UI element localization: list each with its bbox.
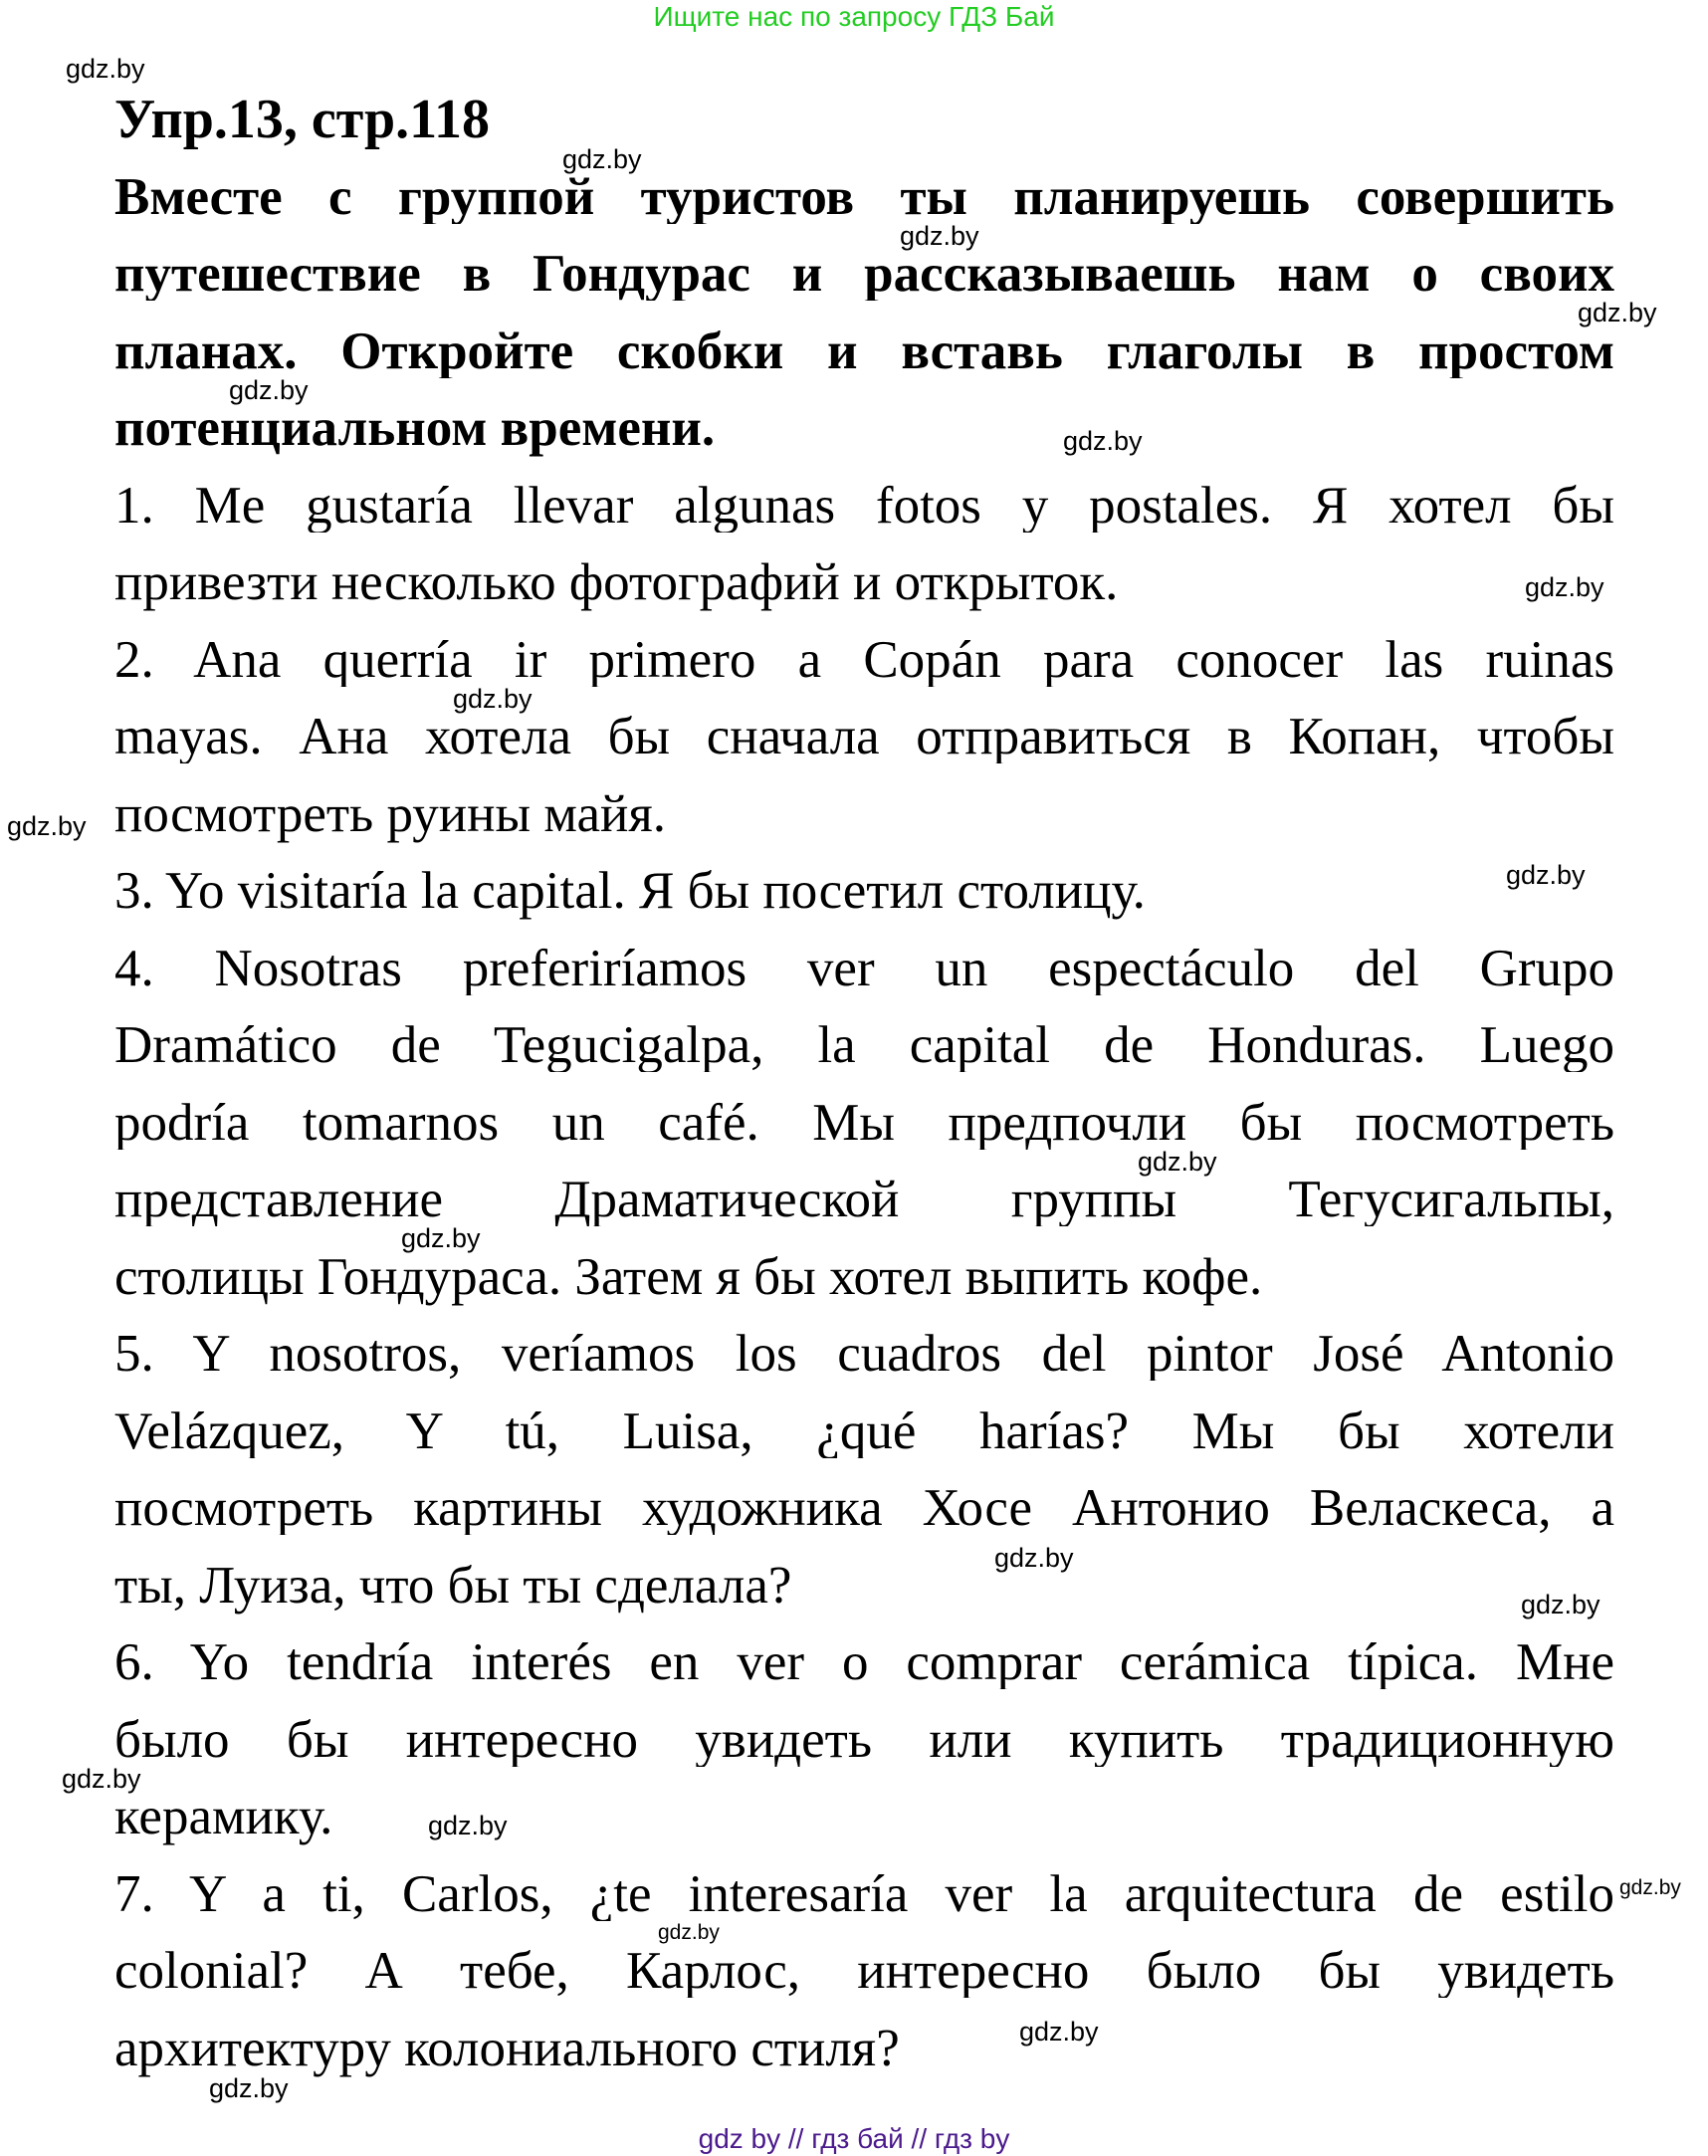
watermark: gdz.by [229,374,309,405]
task-instruction [114,158,1614,458]
answer-item-1 [114,467,1614,612]
answer-item-7 [114,1855,1614,2075]
answer-line: 2. Ana querría ir primero a Copán para conocer las ruinas [114,630,1614,687]
watermark: gdz.by [1521,1590,1601,1619]
watermark: gdz.by [1578,298,1657,327]
answer-line: colonial? А тебе, Карлос, интересно было бы увидеть [114,1942,1614,1999]
watermark: gdz.by [1525,572,1604,602]
answer-item-5 [114,1316,1614,1619]
answer-line: было бы интересно увидеть или купить традиционную [114,1710,1614,1767]
watermark: gdz.by [428,1811,508,1840]
answer-line: 5. Y nosotros, veríamos los cuadros del pintor José Antonio [114,1325,1614,1382]
footer-links: gdz by // гдз бай // гдз by [698,2123,1010,2154]
watermark: gdz.by [900,220,979,251]
task-line: Вместе с группой туристов ты планируешь совершить [114,167,1614,224]
answer-line: представление Драматической группы Тегусигальпы, [114,1171,1614,1227]
answer-line: архитектуру колониального стиля? [114,2019,900,2077]
answer-item-6 [114,1624,1614,1844]
answer-line: посмотреть картины художника Хосе Антонио Веласкеса, а [114,1479,1614,1536]
watermark: gdz.by [562,144,642,174]
answer-line: привезти несколько фотографий и открыток. [114,553,1119,612]
answer-line: Velázquez, Y tú, Luisa, ¿qué harías? Мы бы хотели [114,1401,1614,1458]
task-line: планах. Откройте скобки и вставь глаголы в простом [114,322,1614,378]
watermark: gdz.by [62,1763,141,1794]
watermark: gdz.by [658,1920,720,1944]
watermark: gdz.by [209,2073,289,2103]
answer-line: посмотреть руины майя. [114,784,667,843]
answer-line: Dramático de Tegucigalpa, la capital de Honduras. Luego [114,1016,1614,1073]
exercise-title: Упр.13, стр.118 [114,89,491,150]
search-banner: Ищите нас по запросу ГДЗ Бай [653,1,1055,32]
answer-line: керамику. [114,1788,333,1846]
answer-line: podría tomarnos un café. Мы предпочли бы посмотреть [114,1093,1614,1150]
answer-line: ты, Луиза, что бы ты сделала? [114,1556,792,1615]
watermark: gdz.by [1138,1146,1217,1177]
watermark: gdz.by [453,683,533,714]
exercise-body [114,158,1614,2087]
answer-line: 6. Yo tendría interés en ver o comprar cerámica típica. Мне [114,1633,1614,1690]
watermark: gdz.by [1506,860,1586,890]
task-line: путешествие в Гондурас и рассказываешь нам о своих [114,245,1614,302]
watermark: gdz.by [1063,426,1143,456]
watermark: gdz.by [1019,2017,1099,2047]
watermark: gdz.by [401,1223,481,1253]
watermark: gdz.by [66,54,145,84]
watermark: gdz.by [7,811,87,841]
answer-item-4 [114,930,1614,1304]
answer-line: 4. Nosotras preferiríamos ver un espectáculo del Grupo [114,939,1614,995]
answer-line: столицы Гондураса. Затем я бы хотел выпить кофе. [114,1247,1263,1306]
answer-line: 3. Yo visitaría la capital. Я бы посетил столицу. [114,862,1146,921]
watermark: gdz.by [994,1543,1074,1573]
answer-item-2 [114,621,1614,841]
answer-item-3 [114,853,1614,919]
answer-line: 7. Y a ti, Carlos, ¿te interesaría ver la arquitectura de estilo [114,1864,1614,1921]
task-line: потенциальном времени. [114,399,716,458]
answer-line: mayas. Ана хотела бы сначала отправиться в Копан, чтобы [114,708,1614,764]
watermark: gdz.by [1619,1876,1681,1899]
answer-line: 1. Me gustaría llevar algunas fotos y postales. Я хотел бы [114,476,1614,533]
